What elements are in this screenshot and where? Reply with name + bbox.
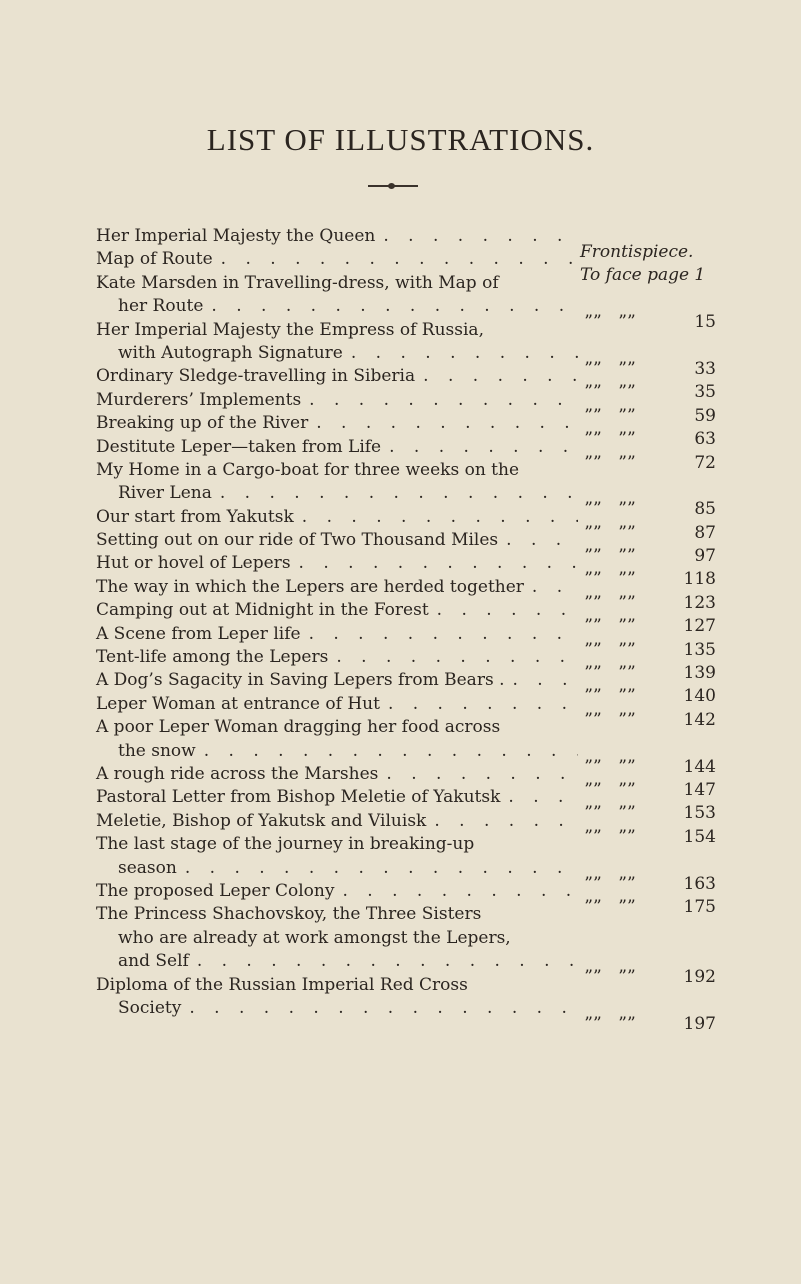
entry-title: The way in which the Lepers are herded together xyxy=(96,576,524,597)
ditto-mark: ”” xyxy=(584,896,602,917)
ditto-mark: ”” xyxy=(584,358,602,379)
ditto-mark: ”” xyxy=(584,592,602,613)
ditto-mark: ”” xyxy=(584,382,602,403)
entry-title: A Scene from Leper life xyxy=(96,623,301,644)
page-number: 63 xyxy=(694,429,716,450)
ditto-mark: ”” xyxy=(584,312,602,333)
page-number: 153 xyxy=(683,803,716,824)
ditto-mark: ”” xyxy=(584,546,602,567)
ditto-mark: ”” xyxy=(618,522,636,543)
ditto-mark: ”” xyxy=(618,756,636,777)
leader-dots xyxy=(308,412,578,435)
leader-dots xyxy=(291,552,578,575)
page-number: 123 xyxy=(683,592,716,613)
ditto-mark: ”” xyxy=(618,779,636,800)
ditto-mark: ”” xyxy=(618,405,636,426)
leader-dots xyxy=(301,623,578,646)
ditto-mark: ”” xyxy=(618,616,636,637)
leader-dots xyxy=(504,669,578,692)
entry-title: Kate Marsden in Travelling-dress, with Map of xyxy=(96,272,499,293)
ditto-mark: ”” xyxy=(584,756,602,777)
ditto-mark: ”” xyxy=(584,826,602,847)
page-number: 35 xyxy=(694,382,716,403)
entry-title: Murderers’ Implements xyxy=(96,389,302,410)
ditto-mark: ”” xyxy=(584,803,602,824)
leader-dots xyxy=(189,950,578,973)
ditto-mark: ”” xyxy=(584,686,602,707)
entry-title: Map of Route xyxy=(96,249,213,270)
entry-title: Diploma of the Russian Imperial Red Cross xyxy=(96,974,468,995)
ditto-mark: ”” xyxy=(618,592,636,613)
page-number: 135 xyxy=(683,639,716,660)
ditto-mark: ”” xyxy=(618,382,636,403)
entry-title: Society xyxy=(118,997,182,1018)
page-number: 139 xyxy=(683,663,716,684)
leader-dots xyxy=(334,880,578,903)
entry-title: Ordinary Sledge-travelling in Siberia xyxy=(96,366,416,387)
leader-dots xyxy=(343,342,578,365)
ditto-mark: ”” xyxy=(618,546,636,567)
page-number: 163 xyxy=(683,873,716,894)
entry-title: with Autograph Signature xyxy=(118,342,343,363)
page-number: 85 xyxy=(694,499,716,520)
leader-dots xyxy=(203,295,578,318)
page-number: 118 xyxy=(683,569,716,590)
entry-title: Meletie, Bishop of Yakutsk and Viluisk xyxy=(96,810,427,831)
entry-title: My Home in a Cargo-boat for three weeks on the xyxy=(96,459,520,480)
ditto-mark: ”” xyxy=(584,873,602,894)
ditto-mark: ”” xyxy=(618,826,636,847)
page-number: 197 xyxy=(683,1013,716,1034)
ditto-mark: ”” xyxy=(618,1013,636,1034)
ditto-mark: ”” xyxy=(584,639,602,660)
entry-title: Destitute Leper—taken from Life xyxy=(96,436,382,457)
entry-title: A rough ride across the Marshes xyxy=(96,763,379,784)
ditto-mark: ”” xyxy=(618,967,636,988)
ditto-mark: ”” xyxy=(618,312,636,333)
page-number: 142 xyxy=(683,709,716,730)
entry-title: Setting out on our ride of Two Thousand Miles xyxy=(96,530,499,551)
illustrations-list xyxy=(96,225,716,1034)
entry-title: Breaking up of the River xyxy=(96,413,309,434)
page-number: 87 xyxy=(694,522,716,543)
entry-title: Hut or hovel of Lepers xyxy=(96,553,291,574)
leader-dots xyxy=(328,646,578,669)
page-number: 59 xyxy=(694,405,716,426)
page-number: 154 xyxy=(683,826,716,847)
ditto-mark: ”” xyxy=(584,663,602,684)
reference-text: To face page 1 xyxy=(580,265,706,286)
ornamental-rule xyxy=(368,185,418,187)
reference-text: Frontispiece. xyxy=(580,242,694,262)
leader-dots xyxy=(375,225,578,248)
entry-title: The Princess Shachovskoy, the Three Sisters xyxy=(96,904,482,925)
entry-title: Her Imperial Majesty the Queen xyxy=(96,226,376,246)
entry-title: Tent-life among the Lepers xyxy=(96,647,329,668)
entry-title: Pastoral Letter from Bishop Meletie of Yakutsk xyxy=(96,787,501,808)
page-number: 144 xyxy=(683,756,716,777)
leader-dots xyxy=(177,857,578,880)
ditto-mark: ”” xyxy=(584,452,602,473)
entry-title: and Self xyxy=(118,951,189,972)
ditto-mark: ”” xyxy=(618,569,636,590)
page-number: 192 xyxy=(683,967,716,988)
leader-dots xyxy=(380,693,578,716)
page-title: LIST OF ILLUSTRATIONS. xyxy=(206,122,595,157)
ditto-mark: ”” xyxy=(584,967,602,988)
leader-dots xyxy=(426,810,578,833)
entry-title: The proposed Leper Colony xyxy=(96,880,335,901)
entry-title: season xyxy=(118,857,177,878)
leader-dots xyxy=(381,436,578,459)
ditto-mark: ”” xyxy=(618,896,636,917)
entry-title: A Dog’s Sagacity in Saving Lepers from Bears . xyxy=(96,670,505,691)
entry-title: River Lena xyxy=(118,483,212,504)
leader-dots xyxy=(498,529,578,552)
leader-dots xyxy=(212,482,578,505)
entry-title: The last stage of the journey in breaking-up xyxy=(96,834,475,855)
entry-title: her Route xyxy=(118,296,204,317)
entry-title: Her Imperial Majesty the Empress of Russia, xyxy=(96,319,484,340)
entry-title: Our start from Yakutsk xyxy=(96,506,294,527)
leader-dots xyxy=(196,740,578,763)
ditto-mark: ”” xyxy=(618,803,636,824)
ditto-mark: ”” xyxy=(618,499,636,520)
leader-dots xyxy=(429,599,578,622)
list-item xyxy=(96,974,716,1034)
ditto-mark: ”” xyxy=(618,873,636,894)
leader-dots xyxy=(301,389,578,412)
entry-title: Camping out at Midnight in the Forest xyxy=(96,600,429,621)
ditto-mark: ”” xyxy=(618,709,636,730)
leader-dots xyxy=(500,786,578,809)
entry-title: the snow xyxy=(118,740,196,761)
leader-dots xyxy=(415,365,578,388)
ditto-mark: ”” xyxy=(618,452,636,473)
leader-dots xyxy=(524,576,578,599)
ditto-mark: ”” xyxy=(618,663,636,684)
ditto-mark: ”” xyxy=(584,709,602,730)
page-number: 147 xyxy=(683,779,716,800)
leader-dots xyxy=(294,506,578,529)
page-number: 127 xyxy=(683,616,716,637)
ditto-mark: ”” xyxy=(618,639,636,660)
ditto-mark: ”” xyxy=(618,429,636,450)
ditto-mark: ”” xyxy=(584,429,602,450)
leader-dots xyxy=(181,997,578,1020)
entry-title: A poor Leper Woman dragging her food across xyxy=(96,717,501,738)
entry-title: Leper Woman at entrance of Hut xyxy=(96,693,380,714)
page-number: 33 xyxy=(694,358,716,379)
leader-dots xyxy=(378,763,578,786)
ditto-mark: ”” xyxy=(584,522,602,543)
page-number: 97 xyxy=(694,546,716,567)
entry-title: who are already at work amongst the Lepers, xyxy=(118,927,511,948)
ditto-mark: ”” xyxy=(584,405,602,426)
page-number: 175 xyxy=(683,896,716,917)
page-number: 140 xyxy=(683,686,716,707)
ditto-mark: ”” xyxy=(618,686,636,707)
page-number: 72 xyxy=(694,452,716,473)
page-number: 15 xyxy=(694,312,716,333)
ditto-mark: ”” xyxy=(618,358,636,379)
ditto-mark: ”” xyxy=(584,779,602,800)
ditto-mark: ”” xyxy=(584,616,602,637)
ditto-mark: ”” xyxy=(584,569,602,590)
ditto-mark: ”” xyxy=(584,1013,602,1034)
ditto-mark: ”” xyxy=(584,499,602,520)
leader-dots xyxy=(213,248,578,271)
